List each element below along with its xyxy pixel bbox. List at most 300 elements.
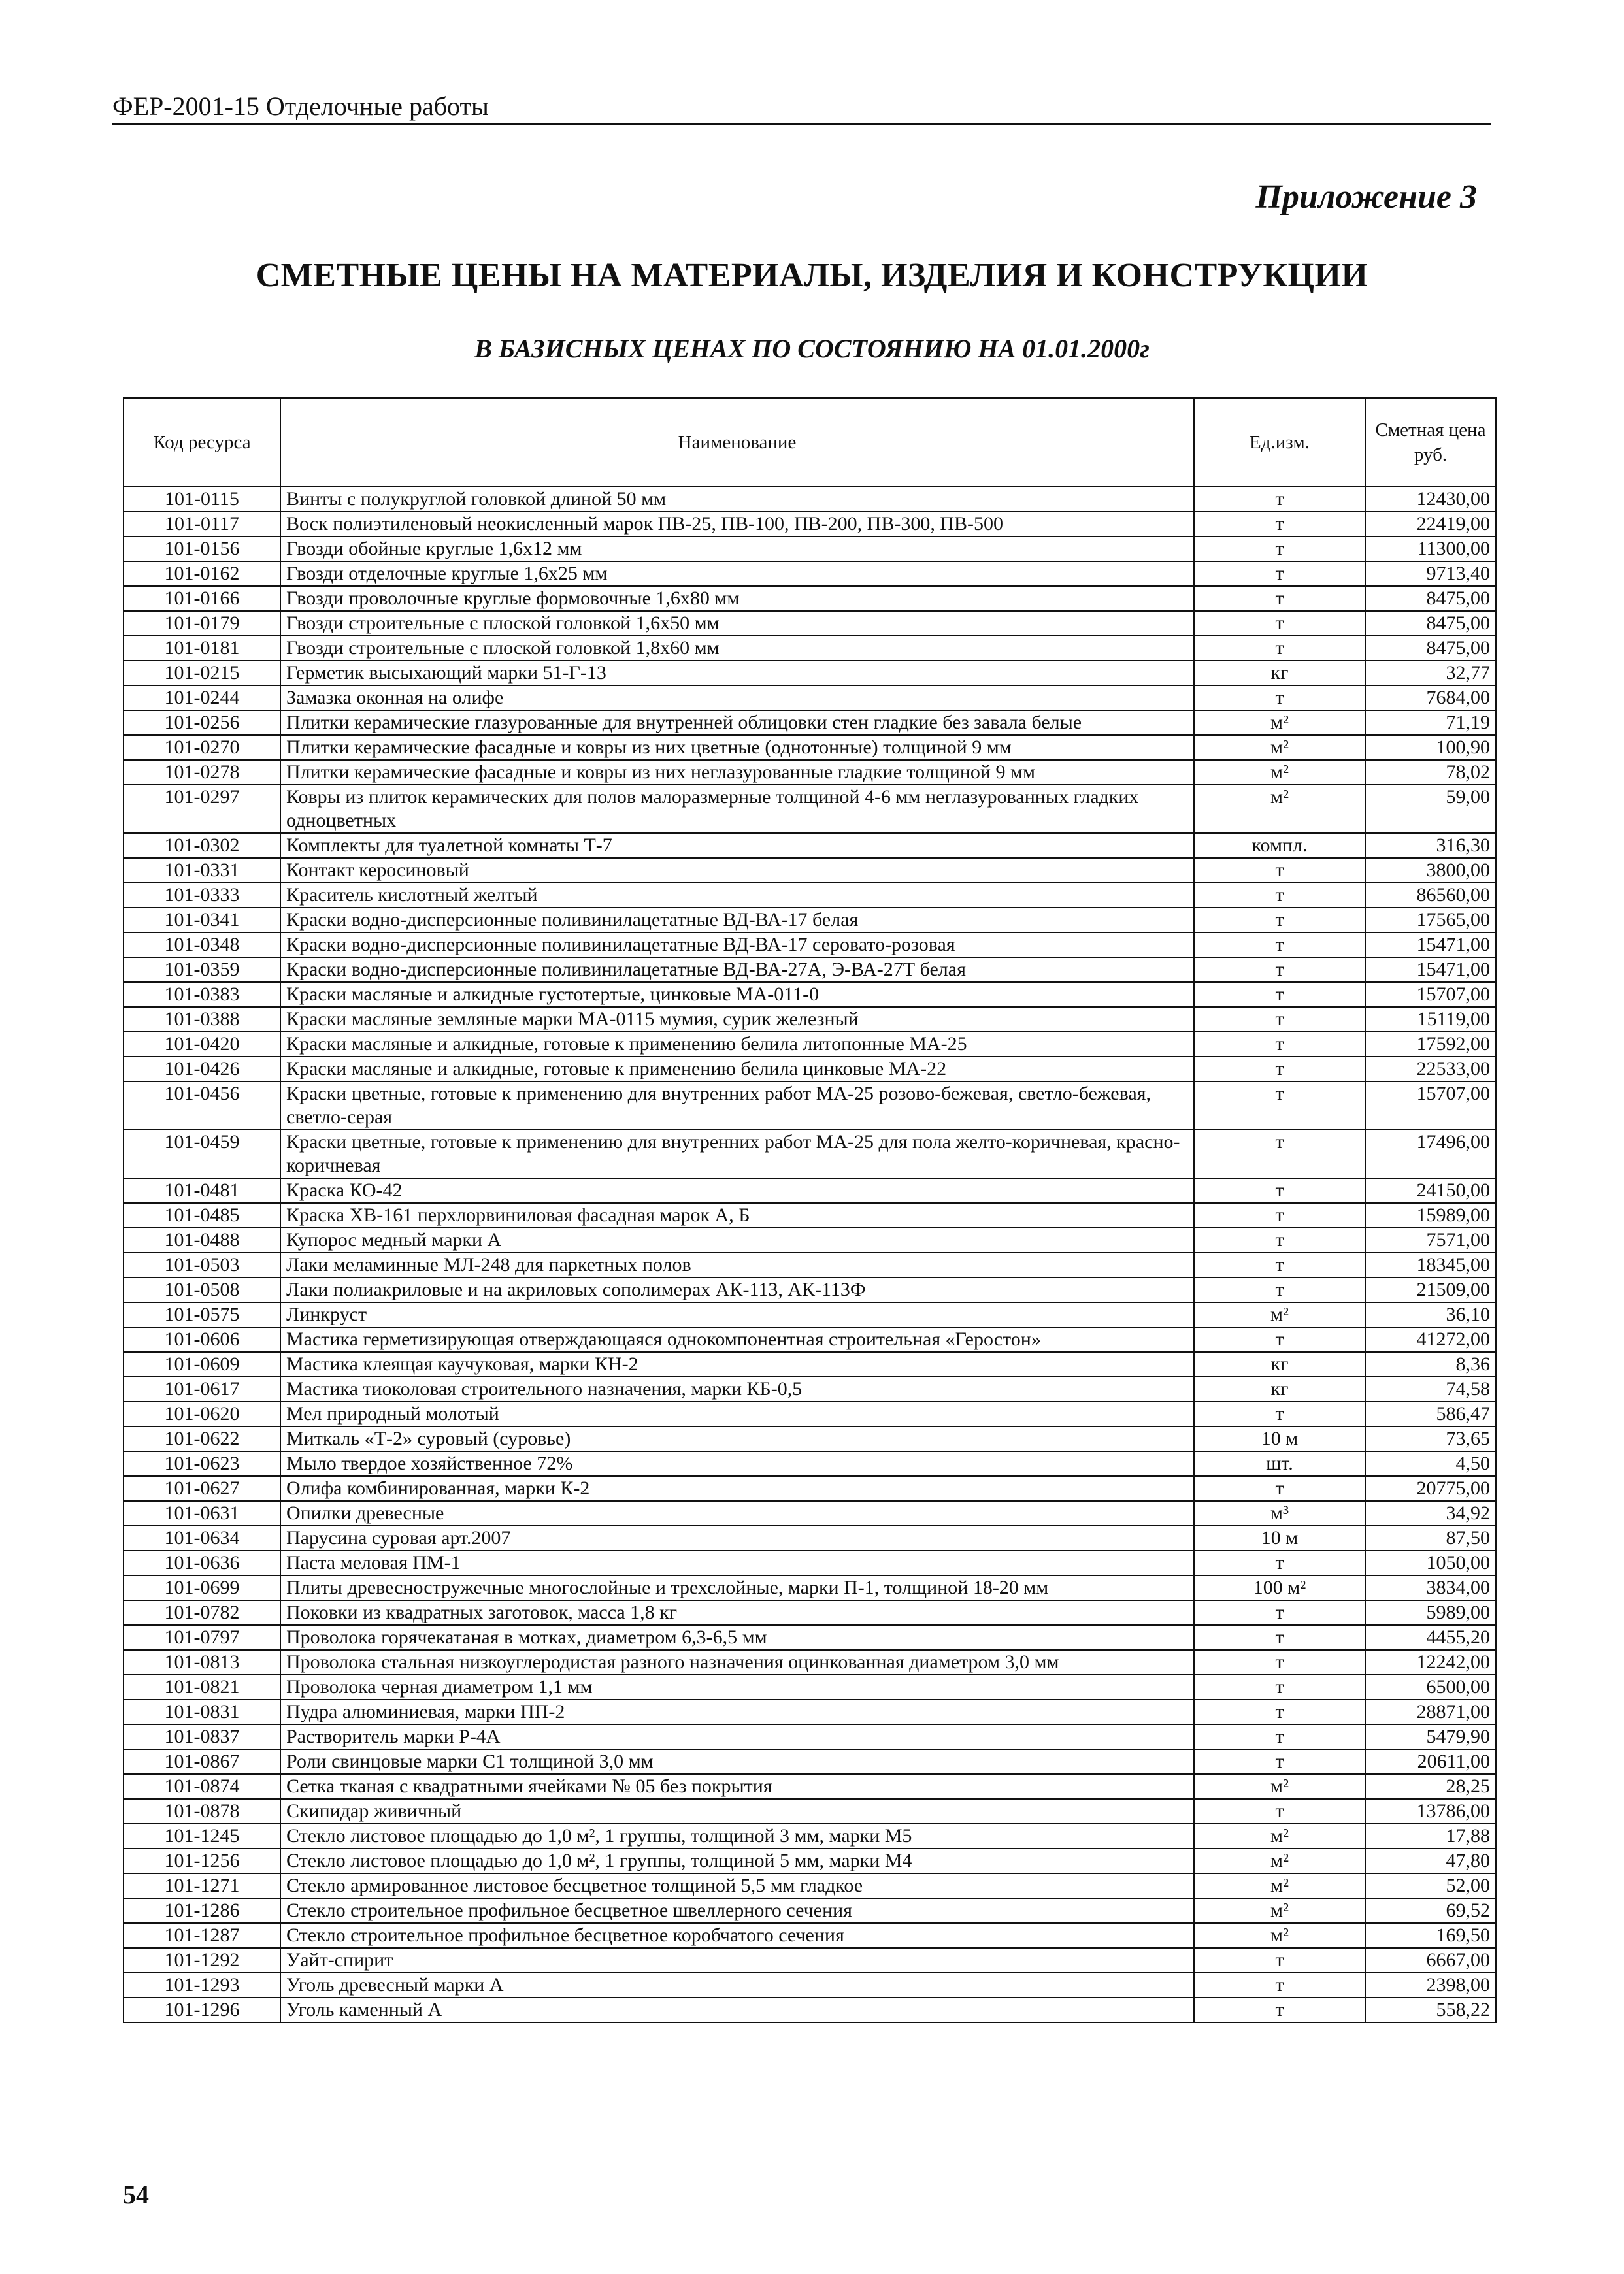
price-cell: 59,00 [1365, 785, 1496, 833]
item-name-cell: Сетка тканая с квадратными ячейками № 05 без покрытия [280, 1774, 1194, 1799]
unit-cell: м² [1194, 1774, 1365, 1799]
resource-code-cell: 101-0631 [124, 1501, 280, 1526]
page-subtitle: В БАЗИСНЫХ ЦЕНАХ ПО СОСТОЯНИЮ НА 01.01.2000г [474, 334, 1150, 363]
table-row [124, 1081, 1496, 1130]
price-cell: 6667,00 [1365, 1948, 1496, 1973]
resource-code-cell: 101-1292 [124, 1948, 280, 1973]
resource-code-cell: 101-1293 [124, 1973, 280, 1998]
price-cell: 15707,00 [1365, 1081, 1496, 1130]
table-row [124, 1402, 1496, 1426]
price-cell: 15471,00 [1365, 957, 1496, 982]
header-unit: Ед.изм. [1194, 398, 1365, 487]
unit-cell: 10 м [1194, 1526, 1365, 1551]
table-row [124, 661, 1496, 685]
resource-code-cell: 101-0627 [124, 1476, 280, 1501]
price-cell: 15707,00 [1365, 982, 1496, 1007]
table-row [124, 1998, 1496, 2022]
price-cell: 100,90 [1365, 735, 1496, 760]
resource-code-cell: 101-0831 [124, 1700, 280, 1724]
price-cell: 12430,00 [1365, 487, 1496, 512]
item-name-cell: Краски цветные, готовые к применению для внутренних работ МА-25 розово-бежевая, светло-бежевая, светло-серая [280, 1081, 1194, 1130]
price-cell: 71,19 [1365, 710, 1496, 735]
unit-cell: м² [1194, 735, 1365, 760]
resource-code-cell: 101-0634 [124, 1526, 280, 1551]
table-row [124, 1551, 1496, 1575]
price-cell: 47,80 [1365, 1849, 1496, 1873]
unit-cell: т [1194, 1253, 1365, 1277]
price-cell: 169,50 [1365, 1923, 1496, 1948]
table-row [124, 1130, 1496, 1178]
price-cell: 9713,40 [1365, 561, 1496, 586]
table-row [124, 1898, 1496, 1923]
price-cell: 3834,00 [1365, 1575, 1496, 1600]
resource-code-cell: 101-0503 [124, 1253, 280, 1277]
resource-code-cell: 101-0508 [124, 1277, 280, 1302]
resource-code-cell: 101-0297 [124, 785, 280, 833]
price-cell: 22533,00 [1365, 1057, 1496, 1081]
resource-code-cell: 101-0270 [124, 735, 280, 760]
item-name-cell: Лаки меламинные МЛ-248 для паркетных полов [280, 1253, 1194, 1277]
table-row [124, 1426, 1496, 1451]
item-name-cell: Олифа комбинированная, марки К-2 [280, 1476, 1194, 1501]
unit-cell: т [1194, 1228, 1365, 1253]
unit-cell: м² [1194, 1849, 1365, 1873]
unit-cell: т [1194, 1998, 1365, 2022]
table-row [124, 932, 1496, 957]
table-row [124, 1203, 1496, 1228]
table-header-row [124, 398, 1496, 487]
unit-cell: т [1194, 957, 1365, 982]
price-cell: 8,36 [1365, 1352, 1496, 1377]
price-table [123, 397, 1497, 2023]
item-name-cell: Краски цветные, готовые к применению для внутренних работ МА-25 для пола желто-коричневая, красно-коричневая [280, 1130, 1194, 1178]
item-name-cell: Гвозди строительные с плоской головкой 1,6х50 мм [280, 611, 1194, 636]
price-cell: 20775,00 [1365, 1476, 1496, 1501]
item-name-cell: Гвозди обойные круглые 1,6х12 мм [280, 536, 1194, 561]
item-name-cell: Паста меловая ПМ-1 [280, 1551, 1194, 1575]
price-cell: 28,25 [1365, 1774, 1496, 1799]
price-cell: 17592,00 [1365, 1032, 1496, 1057]
price-cell: 86560,00 [1365, 883, 1496, 908]
resource-code-cell: 101-0456 [124, 1081, 280, 1130]
price-cell: 36,10 [1365, 1302, 1496, 1327]
item-name-cell: Проволока горячекатаная в мотках, диаметром 6,3-6,5 мм [280, 1625, 1194, 1650]
resource-code-cell: 101-0813 [124, 1650, 280, 1675]
resource-code-cell: 101-1296 [124, 1998, 280, 2022]
resource-code-cell: 101-0485 [124, 1203, 280, 1228]
table-row [124, 1749, 1496, 1774]
resource-code-cell: 101-0636 [124, 1551, 280, 1575]
price-cell: 34,92 [1365, 1501, 1496, 1526]
item-name-cell: Мастика тиоколовая строительного назначения, марки КБ-0,5 [280, 1377, 1194, 1402]
resource-code-cell: 101-0179 [124, 611, 280, 636]
resource-code-cell: 101-0622 [124, 1426, 280, 1451]
item-name-cell: Мел природный молотый [280, 1402, 1194, 1426]
price-cell: 8475,00 [1365, 611, 1496, 636]
item-name-cell: Краски масляные земляные марки МА-0115 мумия, сурик железный [280, 1007, 1194, 1032]
price-cell: 28871,00 [1365, 1700, 1496, 1724]
resource-code-cell: 101-0420 [124, 1032, 280, 1057]
item-name-cell: Воск полиэтиленовый неокисленный марок ПВ-25, ПВ-100, ПВ-200, ПВ-300, ПВ-500 [280, 512, 1194, 536]
resource-code-cell: 101-0821 [124, 1675, 280, 1700]
unit-cell: т [1194, 982, 1365, 1007]
resource-code-cell: 101-0488 [124, 1228, 280, 1253]
table-row [124, 512, 1496, 536]
price-cell: 3800,00 [1365, 858, 1496, 883]
table-row [124, 1526, 1496, 1551]
unit-cell: т [1194, 536, 1365, 561]
item-name-cell: Гвозди отделочные круглые 1,6х25 мм [280, 561, 1194, 586]
item-name-cell: Краски водно-дисперсионные поливинилацетатные ВД-ВА-17 серовато-розовая [280, 932, 1194, 957]
price-cell: 13786,00 [1365, 1799, 1496, 1824]
resource-code-cell: 101-0359 [124, 957, 280, 982]
unit-cell: т [1194, 1551, 1365, 1575]
appendix-label: Приложение 3 [1255, 178, 1477, 216]
table-row [124, 561, 1496, 586]
item-name-cell: Плитки керамические фасадные и ковры из них цветные (однотонные) толщиной 9 мм [280, 735, 1194, 760]
page-number: 54 [123, 2180, 149, 2209]
item-name-cell: Миткаль «Т-2» суровый (суровье) [280, 1426, 1194, 1451]
price-cell: 11300,00 [1365, 536, 1496, 561]
resource-code-cell: 101-0699 [124, 1575, 280, 1600]
unit-cell: т [1194, 1203, 1365, 1228]
resource-code-cell: 101-0797 [124, 1625, 280, 1650]
table-row [124, 1600, 1496, 1625]
item-name-cell: Комплекты для туалетной комнаты Т-7 [280, 833, 1194, 858]
resource-code-cell: 101-1245 [124, 1824, 280, 1849]
price-cell: 5989,00 [1365, 1600, 1496, 1625]
unit-cell: т [1194, 1007, 1365, 1032]
price-cell: 21509,00 [1365, 1277, 1496, 1302]
unit-cell: м² [1194, 1824, 1365, 1849]
table-row [124, 1178, 1496, 1203]
unit-cell: т [1194, 1724, 1365, 1749]
item-name-cell: Плитки керамические глазурованные для внутренней облицовки стен гладкие без завала белые [280, 710, 1194, 735]
item-name-cell: Роли свинцовые марки С1 толщиной 3,0 мм [280, 1749, 1194, 1774]
item-name-cell: Краски масляные и алкидные густотертые, цинковые МА-011-0 [280, 982, 1194, 1007]
table-row [124, 1377, 1496, 1402]
resource-code-cell: 101-0383 [124, 982, 280, 1007]
item-name-cell: Стекло армированное листовое бесцветное толщиной 5,5 мм гладкое [280, 1873, 1194, 1898]
item-name-cell: Мастика клеящая каучуковая, марки КН-2 [280, 1352, 1194, 1377]
unit-cell: т [1194, 1476, 1365, 1501]
table-row [124, 536, 1496, 561]
item-name-cell: Опилки древесные [280, 1501, 1194, 1526]
table-row [124, 1575, 1496, 1600]
price-cell: 1050,00 [1365, 1551, 1496, 1575]
resource-code-cell: 101-0156 [124, 536, 280, 561]
table-row [124, 685, 1496, 710]
price-cell: 5479,90 [1365, 1724, 1496, 1749]
resource-code-cell: 101-0878 [124, 1799, 280, 1824]
price-cell: 69,52 [1365, 1898, 1496, 1923]
unit-cell: т [1194, 1081, 1365, 1130]
price-cell: 316,30 [1365, 833, 1496, 858]
unit-cell: т [1194, 1178, 1365, 1203]
resource-code-cell: 101-0181 [124, 636, 280, 661]
resource-code-cell: 101-0623 [124, 1451, 280, 1476]
unit-cell: м² [1194, 1873, 1365, 1898]
resource-code-cell: 101-1271 [124, 1873, 280, 1898]
unit-cell: кг [1194, 661, 1365, 685]
resource-code-cell: 101-0331 [124, 858, 280, 883]
unit-cell: т [1194, 1799, 1365, 1824]
unit-cell: т [1194, 636, 1365, 661]
table-row [124, 1277, 1496, 1302]
table-row [124, 1501, 1496, 1526]
resource-code-cell: 101-0348 [124, 932, 280, 957]
price-cell: 32,77 [1365, 661, 1496, 685]
unit-cell: м³ [1194, 1501, 1365, 1526]
unit-cell: т [1194, 1973, 1365, 1998]
resource-code-cell: 101-0837 [124, 1724, 280, 1749]
table-row [124, 1774, 1496, 1799]
table-row [124, 586, 1496, 611]
price-cell: 15119,00 [1365, 1007, 1496, 1032]
resource-code-cell: 101-0874 [124, 1774, 280, 1799]
table-row [124, 1700, 1496, 1724]
unit-cell: т [1194, 512, 1365, 536]
resource-code-cell: 101-0388 [124, 1007, 280, 1032]
unit-cell: т [1194, 1650, 1365, 1675]
price-cell: 41272,00 [1365, 1327, 1496, 1352]
item-name-cell: Краска КО-42 [280, 1178, 1194, 1203]
table-row [124, 710, 1496, 735]
table-row [124, 1873, 1496, 1898]
resource-code-cell: 101-0782 [124, 1600, 280, 1625]
table-row [124, 1625, 1496, 1650]
table-row [124, 1352, 1496, 1377]
price-cell: 4,50 [1365, 1451, 1496, 1476]
table-row [124, 1849, 1496, 1873]
unit-cell: т [1194, 858, 1365, 883]
item-name-cell: Ковры из плиток керамических для полов малоразмерные толщиной 4-6 мм неглазурованных гладких одноцветных [280, 785, 1194, 833]
item-name-cell: Краски водно-дисперсионные поливинилацетатные ВД-ВА-27А, Э-ВА-27Т белая [280, 957, 1194, 982]
item-name-cell: Скипидар живичный [280, 1799, 1194, 1824]
unit-cell: м² [1194, 785, 1365, 833]
table-row [124, 1923, 1496, 1948]
item-name-cell: Замазка оконная на олифе [280, 685, 1194, 710]
unit-cell: т [1194, 1277, 1365, 1302]
item-name-cell: Стекло листовое площадью до 1,0 м², 1 группы, толщиной 5 мм, марки М4 [280, 1849, 1194, 1873]
item-name-cell: Краски водно-дисперсионные поливинилацетатные ВД-ВА-17 белая [280, 908, 1194, 932]
item-name-cell: Пудра алюминиевая, марки ПП-2 [280, 1700, 1194, 1724]
price-cell: 15471,00 [1365, 932, 1496, 957]
item-name-cell: Поковки из квадратных заготовок, масса 1,8 кг [280, 1600, 1194, 1625]
unit-cell: т [1194, 932, 1365, 957]
table-row [124, 1451, 1496, 1476]
price-cell: 7684,00 [1365, 685, 1496, 710]
unit-cell: м² [1194, 1898, 1365, 1923]
item-name-cell: Краски масляные и алкидные, готовые к применению белила цинковые МА-22 [280, 1057, 1194, 1081]
item-name-cell: Контакт керосиновый [280, 858, 1194, 883]
resource-code-cell: 101-0481 [124, 1178, 280, 1203]
price-cell: 8475,00 [1365, 586, 1496, 611]
price-cell: 15989,00 [1365, 1203, 1496, 1228]
table-row [124, 1724, 1496, 1749]
item-name-cell: Стекло листовое площадью до 1,0 м², 1 группы, толщиной 3 мм, марки М5 [280, 1824, 1194, 1849]
unit-cell: т [1194, 1130, 1365, 1178]
unit-cell: шт. [1194, 1451, 1365, 1476]
price-cell: 8475,00 [1365, 636, 1496, 661]
unit-cell: м² [1194, 710, 1365, 735]
table-row [124, 982, 1496, 1007]
price-cell: 52,00 [1365, 1873, 1496, 1898]
table-row [124, 1253, 1496, 1277]
price-cell: 78,02 [1365, 760, 1496, 785]
unit-cell: т [1194, 561, 1365, 586]
resource-code-cell: 101-0867 [124, 1749, 280, 1774]
table-row [124, 1057, 1496, 1081]
resource-code-cell: 101-0459 [124, 1130, 280, 1178]
table-row [124, 1799, 1496, 1824]
unit-cell: м² [1194, 760, 1365, 785]
unit-cell: т [1194, 1675, 1365, 1700]
item-name-cell: Проволока стальная низкоуглеродистая разного назначения оцинкованная диаметром 3,0 мм [280, 1650, 1194, 1675]
price-cell: 17,88 [1365, 1824, 1496, 1849]
item-name-cell: Краски масляные и алкидные, готовые к применению белила литопонные МА-25 [280, 1032, 1194, 1057]
item-name-cell: Плиты древесностружечные многослойные и трехслойные, марки П-1, толщиной 18-20 мм [280, 1575, 1194, 1600]
item-name-cell: Винты с полукруглой головкой длиной 50 мм [280, 487, 1194, 512]
resource-code-cell: 101-0426 [124, 1057, 280, 1081]
unit-cell: т [1194, 586, 1365, 611]
resource-code-cell: 101-0256 [124, 710, 280, 735]
unit-cell: т [1194, 1700, 1365, 1724]
resource-code-cell: 101-0620 [124, 1402, 280, 1426]
item-name-cell: Мыло твердое хозяйственное 72% [280, 1451, 1194, 1476]
price-cell: 7571,00 [1365, 1228, 1496, 1253]
price-cell: 558,22 [1365, 1998, 1496, 2022]
resource-code-cell: 101-0278 [124, 760, 280, 785]
price-cell: 586,47 [1365, 1402, 1496, 1426]
item-name-cell: Купорос медный марки А [280, 1228, 1194, 1253]
unit-cell: т [1194, 611, 1365, 636]
item-name-cell: Гвозди строительные с плоской головкой 1,8х60 мм [280, 636, 1194, 661]
unit-cell: т [1194, 1625, 1365, 1650]
price-cell: 20611,00 [1365, 1749, 1496, 1774]
running-header: ФЕР-2001-15 Отделочные работы [112, 90, 1491, 125]
price-cell: 24150,00 [1365, 1178, 1496, 1203]
resource-code-cell: 101-0333 [124, 883, 280, 908]
price-cell: 2398,00 [1365, 1973, 1496, 1998]
table-row [124, 1973, 1496, 1998]
unit-cell: т [1194, 1402, 1365, 1426]
table-row [124, 858, 1496, 883]
item-name-cell: Растворитель марки Р-4А [280, 1724, 1194, 1749]
item-name-cell: Лаки полиакриловые и на акриловых сополимерах АК-113, АК-113Ф [280, 1277, 1194, 1302]
resource-code-cell: 101-0575 [124, 1302, 280, 1327]
table-body [124, 487, 1496, 2022]
unit-cell: м² [1194, 1302, 1365, 1327]
item-name-cell: Плитки керамические фасадные и ковры из них неглазурованные гладкие толщиной 9 мм [280, 760, 1194, 785]
table-row [124, 1948, 1496, 1973]
table-row [124, 833, 1496, 858]
table-row [124, 908, 1496, 932]
header-price: Сметная цена руб. [1365, 398, 1496, 487]
resource-code-cell: 101-0166 [124, 586, 280, 611]
table-row [124, 1675, 1496, 1700]
unit-cell: т [1194, 1600, 1365, 1625]
price-cell: 4455,20 [1365, 1625, 1496, 1650]
table-row [124, 1032, 1496, 1057]
table-row [124, 1007, 1496, 1032]
price-cell: 87,50 [1365, 1526, 1496, 1551]
item-name-cell: Стекло строительное профильное бесцветное коробчатого сечения [280, 1923, 1194, 1948]
unit-cell: т [1194, 1057, 1365, 1081]
item-name-cell: Краска ХВ-161 перхлорвиниловая фасадная марок А, Б [280, 1203, 1194, 1228]
table-row [124, 957, 1496, 982]
price-cell: 22419,00 [1365, 512, 1496, 536]
item-name-cell: Гвозди проволочные круглые формовочные 1,6х80 мм [280, 586, 1194, 611]
price-cell: 18345,00 [1365, 1253, 1496, 1277]
resource-code-cell: 101-0162 [124, 561, 280, 586]
table-row [124, 611, 1496, 636]
table-row [124, 735, 1496, 760]
unit-cell: 10 м [1194, 1426, 1365, 1451]
resource-code-cell: 101-0341 [124, 908, 280, 932]
price-cell: 17565,00 [1365, 908, 1496, 932]
table-row [124, 1228, 1496, 1253]
resource-code-cell: 101-0302 [124, 833, 280, 858]
resource-code-cell: 101-0244 [124, 685, 280, 710]
item-name-cell: Уголь каменный А [280, 1998, 1194, 2022]
unit-cell: кг [1194, 1352, 1365, 1377]
table-row [124, 1650, 1496, 1675]
unit-cell: т [1194, 685, 1365, 710]
unit-cell: т [1194, 1032, 1365, 1057]
unit-cell: т [1194, 1948, 1365, 1973]
unit-cell: компл. [1194, 833, 1365, 858]
resource-code-cell: 101-1286 [124, 1898, 280, 1923]
table-row [124, 883, 1496, 908]
item-name-cell: Стекло строительное профильное бесцветное швеллерного сечения [280, 1898, 1194, 1923]
item-name-cell: Краситель кислотный желтый [280, 883, 1194, 908]
unit-cell: т [1194, 487, 1365, 512]
table-row [124, 487, 1496, 512]
table-row [124, 1302, 1496, 1327]
price-cell: 74,58 [1365, 1377, 1496, 1402]
item-name-cell: Мастика герметизирующая отверждающаяся однокомпонентная строительная «Геростон» [280, 1327, 1194, 1352]
unit-cell: т [1194, 908, 1365, 932]
resource-code-cell: 101-1256 [124, 1849, 280, 1873]
unit-cell: кг [1194, 1377, 1365, 1402]
header-name: Наименование [280, 398, 1194, 487]
header-code: Код ресурса [124, 398, 280, 487]
table-row [124, 636, 1496, 661]
price-cell: 6500,00 [1365, 1675, 1496, 1700]
item-name-cell: Уголь древесный марки А [280, 1973, 1194, 1998]
item-name-cell: Герметик высыхающий марки 51-Г-13 [280, 661, 1194, 685]
table-row [124, 1824, 1496, 1849]
resource-code-cell: 101-0606 [124, 1327, 280, 1352]
resource-code-cell: 101-1287 [124, 1923, 280, 1948]
table-row [124, 760, 1496, 785]
page-title: СМЕТНЫЕ ЦЕНЫ НА МАТЕРИАЛЫ, ИЗДЕЛИЯ И КОНСТРУКЦИИ [256, 257, 1368, 294]
resource-code-cell: 101-0609 [124, 1352, 280, 1377]
resource-code-cell: 101-0215 [124, 661, 280, 685]
unit-cell: т [1194, 883, 1365, 908]
item-name-cell: Уайт-спирит [280, 1948, 1194, 1973]
resource-code-cell: 101-0115 [124, 487, 280, 512]
price-cell: 12242,00 [1365, 1650, 1496, 1675]
unit-cell: м² [1194, 1923, 1365, 1948]
resource-code-cell: 101-0117 [124, 512, 280, 536]
resource-code-cell: 101-0617 [124, 1377, 280, 1402]
price-cell: 73,65 [1365, 1426, 1496, 1451]
item-name-cell: Парусина суровая арт.2007 [280, 1526, 1194, 1551]
table-row [124, 785, 1496, 833]
unit-cell: т [1194, 1749, 1365, 1774]
